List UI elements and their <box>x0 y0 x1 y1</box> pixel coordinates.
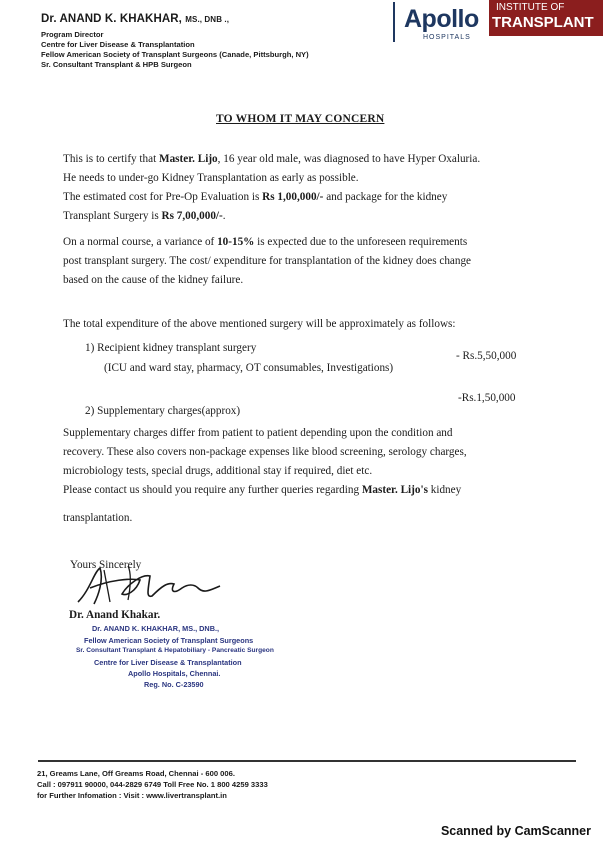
header-line-consultant: Sr. Consultant Transplant & HPB Surgeon <box>41 60 192 69</box>
para-variance-2: post transplant surgery. The cost/ expenditure for transplantation of the kidney does change <box>63 255 472 267</box>
signatory-name: Dr. Anand Khakar. <box>69 609 161 621</box>
stamp-line-5: Apollo Hospitals, Chennai. <box>128 669 221 678</box>
item-2-amount: -Rs.1,50,000 <box>458 392 516 404</box>
camscanner-watermark: Scanned by CamScanner <box>440 824 591 838</box>
total-expenditure-intro: The total expenditure of the above mentioned surgery will be approximately as follows: <box>63 318 456 330</box>
para-estimated-cost-2: Transplant Surgery is Rs 7,00,000/-. <box>63 210 226 222</box>
supp-line-1: Supplementary charges differ from patient to patient depending upon the condition and <box>63 427 453 439</box>
para-needs: He needs to under-go Kidney Transplantation as early as possible. <box>63 172 359 184</box>
item-1-amount: - Rs.5,50,000 <box>456 350 517 362</box>
letter-title: TO WHOM IT MAY CONCERN <box>216 113 385 125</box>
item-1-detail: (ICU and ward stay, pharmacy, OT consumables, Investigations) <box>104 362 394 374</box>
logo-divider <box>393 2 395 42</box>
stamp-line-1: Dr. ANAND K. KHAKHAR, MS., DNB., <box>92 624 220 633</box>
footer-phone: Call : 097911 90000, 044-2829 6749 Toll Free No. 1 800 4259 3333 <box>37 780 268 789</box>
stamp-line-2: Fellow American Society of Transplant Surgeons <box>84 636 254 645</box>
doctor-name: Dr. ANAND K. KHAKHAR, MS., DNB ., <box>41 13 230 25</box>
contact-line-1: Please contact us should you require any further queries regarding Master. Lijo's kidney <box>63 484 462 496</box>
stamp-line-6: Reg. No. C-23590 <box>144 680 204 689</box>
footer-rule <box>38 760 576 762</box>
stamp-line-4: Centre for Liver Disease & Transplantation <box>94 658 242 667</box>
para-variance-3: based on the cause of the kidney failure. <box>63 274 244 286</box>
footer-address: 21, Greams Lane, Off Greams Road, Chennai - 600 006. <box>37 769 235 778</box>
stamp-line-3: Sr. Consultant Transplant & Hepatobiliary - Pancreatic Surgeon <box>76 647 274 654</box>
apollo-logo-subtext: HOSPITALS <box>423 34 471 41</box>
supp-line-2: recovery. These also covers non-package expenses like blood screening, serology charges, <box>63 446 467 458</box>
closing: Yours Sincerely <box>70 559 142 571</box>
item-2-label: 2) Supplementary charges(approx) <box>85 405 241 417</box>
institute-line-1: INSTITUTE OF <box>496 2 565 13</box>
contact-line-2: transplantation. <box>63 512 133 524</box>
apollo-logo: Apollo <box>404 5 479 33</box>
supp-line-3: microbiology tests, special drugs, additional stay if required, diet etc. <box>63 465 373 477</box>
para-estimated-cost-1: The estimated cost for Pre-Op Evaluation is Rs 1,00,000/- and package for the kidney <box>63 191 448 203</box>
header-line-program-director: Program Director <box>41 30 104 39</box>
header-line-fellow: Fellow American Society of Transplant Surgeons (Canade, Pittsburgh, NY) <box>41 50 309 59</box>
institute-line-2: TRANSPLANT <box>492 14 594 31</box>
header-line-centre: Centre for Liver Disease & Transplantation <box>41 40 195 49</box>
para-variance-1: On a normal course, a variance of 10-15% is expected due to the unforeseen requirements <box>63 236 468 248</box>
footer-website: for Further Infomation : Visit : www.livertransplant.in <box>37 791 227 800</box>
item-1-label: 1) Recipient kidney transplant surgery <box>85 342 257 354</box>
para-certify: This is to certify that Master. Lijo, 16 year old male, was diagnosed to have Hyper Oxaluria. <box>63 153 481 165</box>
signature <box>70 560 230 610</box>
